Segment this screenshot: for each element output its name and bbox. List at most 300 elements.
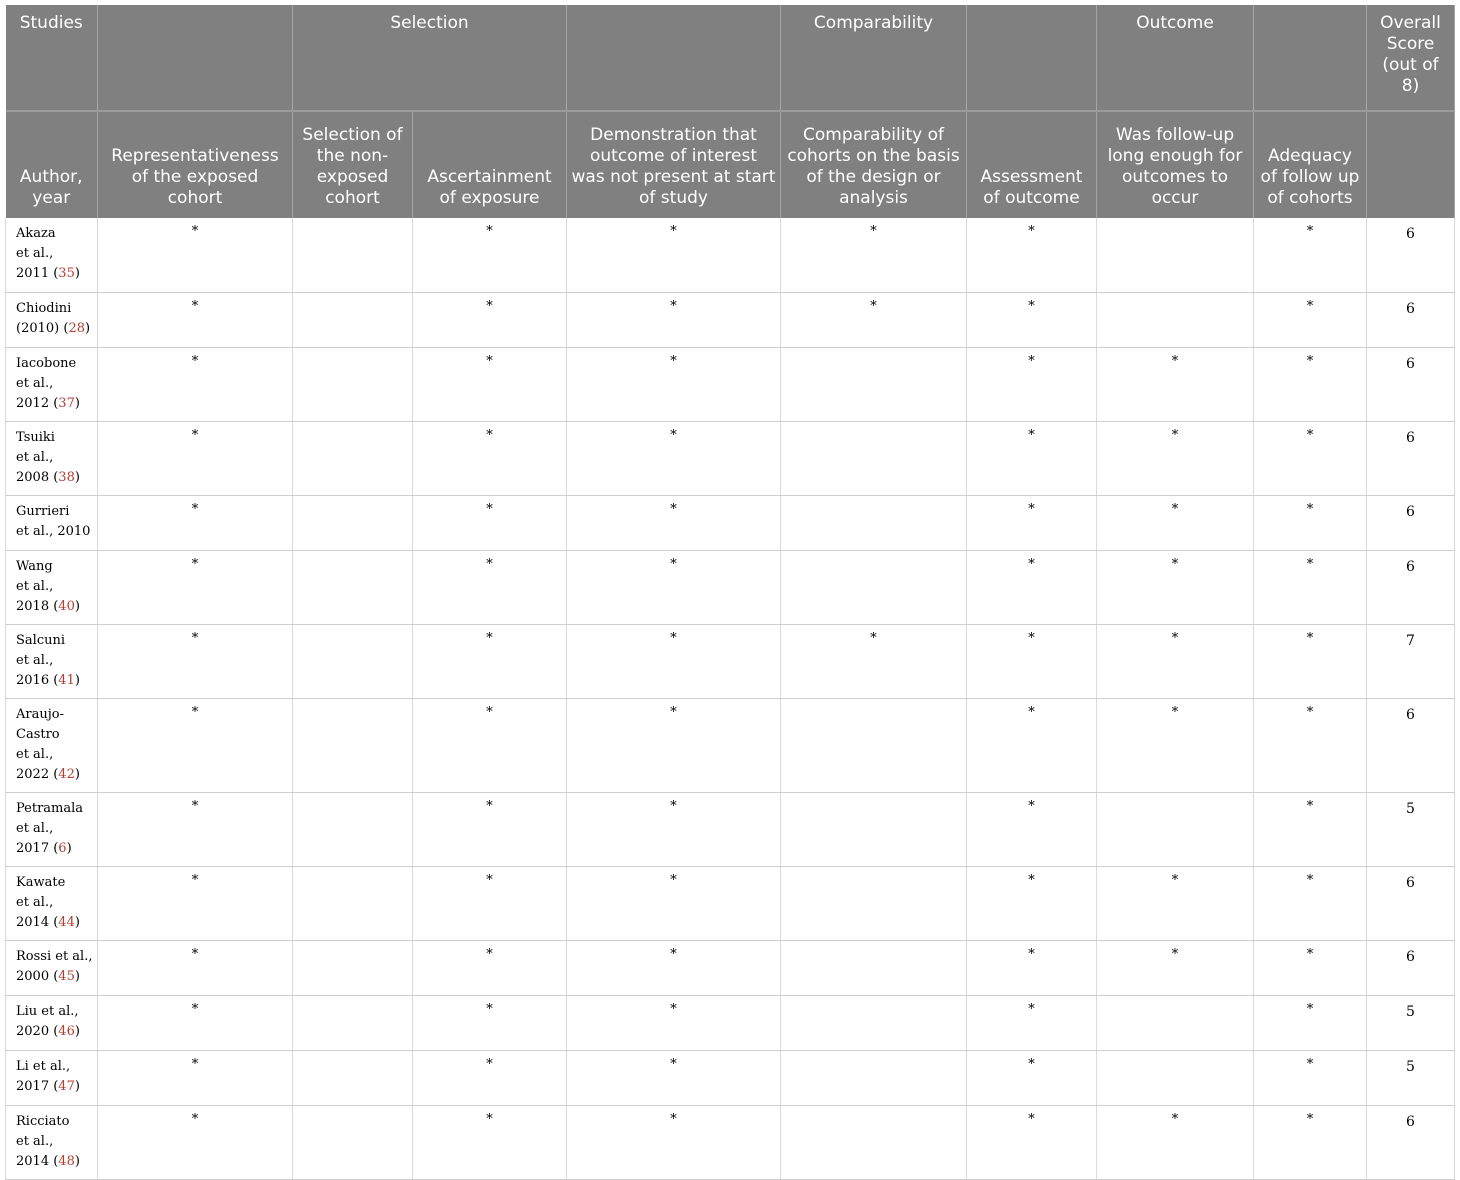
study-text: ): [74, 672, 80, 688]
criterion-cell: [98, 792, 293, 866]
criterion-cell: [1097, 1050, 1254, 1105]
study-text: Li et al.,: [16, 1058, 71, 1074]
star-mark: *: [670, 427, 677, 443]
overall-score-cell: 7: [1367, 624, 1455, 698]
study-text: ): [74, 266, 80, 281]
criterion-cell: [967, 292, 1097, 347]
study-cell: [6, 495, 98, 550]
reference-link[interactable]: 35: [58, 266, 75, 281]
study-text: Chiodini: [16, 300, 72, 316]
criterion-cell: [293, 218, 413, 292]
table-row: [6, 292, 1455, 347]
star-mark: *: [670, 946, 677, 962]
star-mark: *: [670, 353, 677, 369]
study-text: ): [74, 914, 80, 930]
criterion-cell: [98, 698, 293, 792]
study-text: Salcuni: [16, 632, 65, 648]
study-text: et al.,: [16, 578, 54, 594]
study-text: ): [84, 320, 91, 336]
criterion-cell: [967, 995, 1097, 1050]
header-score-blank: [1367, 111, 1455, 218]
star-mark: *: [486, 1111, 493, 1127]
star-mark: *: [1028, 704, 1035, 720]
criterion-cell: [567, 421, 781, 495]
study-cell: [6, 421, 98, 495]
study-text: 2000 (: [16, 968, 59, 984]
criterion-cell: [413, 866, 567, 940]
study-text: (2010) (: [16, 320, 69, 336]
criterion-cell: [98, 940, 293, 995]
table-row: [6, 421, 1455, 495]
star-mark: *: [1028, 224, 1035, 239]
criterion-cell: [1097, 347, 1254, 421]
star-mark: *: [670, 1056, 677, 1072]
table-row: [6, 550, 1455, 624]
criterion-cell: [413, 624, 567, 698]
criterion-cell: [567, 292, 781, 347]
criterion-cell: [293, 940, 413, 995]
criterion-cell: [967, 940, 1097, 995]
header-overall-score: Overall Score (out of 8): [1367, 5, 1455, 111]
study-text: ): [74, 968, 80, 984]
star-mark: *: [1028, 353, 1035, 369]
study-cell: [6, 347, 98, 421]
criterion-cell: [1254, 292, 1367, 347]
header-outcome: Outcome: [1097, 5, 1254, 111]
study-text: 2014 (: [16, 1153, 59, 1169]
study-cell: [6, 995, 98, 1050]
criterion-cell: [781, 866, 967, 940]
criterion-cell: [781, 495, 967, 550]
star-mark: *: [670, 798, 677, 814]
criterion-cell: [781, 792, 967, 866]
star-mark: *: [191, 224, 199, 239]
study-text: 2014 (: [16, 914, 59, 930]
star-mark: *: [1306, 427, 1314, 443]
star-mark: *: [1028, 427, 1035, 443]
star-mark: *: [191, 427, 199, 443]
criterion-cell: [1097, 792, 1254, 866]
reference-link[interactable]: 37: [58, 395, 75, 411]
star-mark: *: [670, 224, 677, 239]
criterion-cell: [413, 1050, 567, 1105]
criterion-cell: [1254, 698, 1367, 792]
study-cell: [6, 866, 98, 940]
star-mark: *: [486, 872, 493, 888]
study-text: 2017 (: [16, 840, 59, 856]
header-blank: [967, 5, 1097, 111]
star-mark: *: [486, 298, 493, 314]
criterion-cell: [967, 1050, 1097, 1105]
reference-link[interactable]: 47: [58, 1078, 75, 1094]
study-text: 2017 (: [16, 1078, 59, 1094]
star-mark: *: [191, 946, 199, 962]
overall-score-cell: 5: [1367, 1050, 1455, 1105]
criterion-cell: [1097, 495, 1254, 550]
criterion-cell: [967, 550, 1097, 624]
criterion-cell: [967, 792, 1097, 866]
criterion-cell: [293, 292, 413, 347]
star-mark: *: [1171, 1111, 1179, 1127]
star-mark: *: [1028, 556, 1035, 572]
criterion-cell: [98, 292, 293, 347]
reference-link[interactable]: 46: [58, 1023, 75, 1039]
study-text: Gurrieri: [16, 503, 70, 519]
overall-score-cell: 6: [1367, 698, 1455, 792]
criterion-cell: [293, 495, 413, 550]
header-selection-non-exposed: Selection of the non-exposed cohort: [293, 111, 413, 218]
study-cell: [6, 292, 98, 347]
star-mark: *: [191, 1111, 199, 1127]
criterion-cell: [293, 550, 413, 624]
criterion-cell: [293, 995, 413, 1050]
overall-score-cell: 6: [1367, 421, 1455, 495]
criterion-cell: [413, 698, 567, 792]
criterion-cell: [293, 421, 413, 495]
criterion-cell: [1254, 421, 1367, 495]
header-demonstration: Demonstration that outcome of interest was not present at start of study: [567, 111, 781, 218]
star-mark: *: [486, 556, 493, 572]
criterion-cell: [1097, 940, 1254, 995]
study-text: et al.,: [16, 746, 54, 762]
star-mark: *: [1171, 630, 1179, 646]
star-mark: *: [670, 298, 677, 314]
reference-link[interactable]: 42: [58, 766, 75, 782]
criterion-cell: [567, 792, 781, 866]
criterion-cell: [293, 1050, 413, 1105]
star-mark: *: [486, 427, 493, 443]
criterion-cell: [567, 347, 781, 421]
criterion-cell: [1254, 495, 1367, 550]
star-mark: *: [486, 224, 493, 239]
table-row: [6, 698, 1455, 792]
table-body: [6, 218, 1455, 1179]
star-mark: *: [670, 556, 677, 572]
study-text: ): [74, 469, 80, 485]
study-text: Akaza: [16, 226, 56, 241]
star-mark: *: [1171, 353, 1179, 369]
header-assessment-outcome: Assessment of outcome: [967, 111, 1097, 218]
table-row: [6, 495, 1455, 550]
star-mark: *: [1171, 501, 1179, 517]
criterion-cell: [1254, 940, 1367, 995]
study-cell: [6, 1050, 98, 1105]
study-cell: [6, 218, 98, 292]
criterion-cell: [567, 218, 781, 292]
header-follow-up-adequacy: Adequacy of follow up of cohorts: [1254, 111, 1367, 218]
overall-score-cell: 6: [1367, 495, 1455, 550]
criterion-cell: [413, 292, 567, 347]
criterion-cell: [98, 421, 293, 495]
study-cell: [6, 792, 98, 866]
star-mark: *: [486, 501, 493, 517]
star-mark: *: [1028, 798, 1035, 814]
overall-score-cell: 6: [1367, 218, 1455, 292]
header-row-groups: [6, 5, 1455, 111]
star-mark: *: [1171, 946, 1179, 962]
criterion-cell: [781, 624, 967, 698]
star-mark: *: [191, 353, 199, 369]
criterion-cell: [567, 698, 781, 792]
criterion-cell: [1097, 292, 1254, 347]
overall-score-cell: 6: [1367, 292, 1455, 347]
reference-link[interactable]: 48: [58, 1153, 75, 1169]
criterion-cell: [413, 495, 567, 550]
star-mark: *: [191, 798, 199, 814]
study-text: 2012 (: [16, 395, 59, 411]
criterion-cell: [413, 218, 567, 292]
study-cell: [6, 624, 98, 698]
criterion-cell: [781, 1050, 967, 1105]
criterion-cell: [967, 866, 1097, 940]
criterion-cell: [98, 1050, 293, 1105]
criterion-cell: [413, 940, 567, 995]
study-text: ): [66, 840, 72, 856]
study-text: et al., 2010: [16, 523, 91, 539]
overall-score-cell: 5: [1367, 995, 1455, 1050]
star-mark: *: [1028, 946, 1035, 962]
header-comparability: Comparability: [781, 5, 967, 111]
study-text: et al.,: [16, 449, 54, 465]
criterion-cell: [967, 624, 1097, 698]
overall-score-cell: 6: [1367, 1105, 1455, 1179]
study-text: 2016 (: [16, 672, 59, 688]
study-text: 2011 (: [16, 266, 59, 281]
study-cell: [6, 550, 98, 624]
star-mark: *: [1028, 298, 1035, 314]
star-mark: *: [486, 353, 493, 369]
study-text: Petramala: [16, 800, 84, 816]
criterion-cell: [98, 218, 293, 292]
study-cell: [6, 940, 98, 995]
study-text: ): [74, 395, 80, 411]
criterion-cell: [98, 347, 293, 421]
star-mark: *: [1306, 946, 1314, 962]
criterion-cell: [293, 866, 413, 940]
criterion-cell: [567, 624, 781, 698]
study-text: et al.,: [16, 1133, 54, 1149]
study-text: Castro: [16, 726, 60, 742]
star-mark: *: [1306, 1056, 1314, 1072]
criterion-cell: [293, 347, 413, 421]
study-text: et al.,: [16, 246, 54, 261]
header-blank: [567, 5, 781, 111]
star-mark: *: [191, 872, 199, 888]
study-text: et al.,: [16, 652, 54, 668]
study-text: et al.,: [16, 375, 54, 391]
criterion-cell: [1097, 421, 1254, 495]
criterion-cell: [967, 421, 1097, 495]
reference-link[interactable]: 44: [58, 914, 75, 930]
criterion-cell: [98, 550, 293, 624]
criterion-cell: [781, 940, 967, 995]
header-blank: [1254, 5, 1367, 111]
star-mark: *: [486, 946, 493, 962]
star-mark: *: [1306, 353, 1314, 369]
header-comparability-cohorts: Comparability of cohorts on the basis of the design or analysis: [781, 111, 967, 218]
star-mark: *: [191, 501, 199, 517]
criterion-cell: [293, 698, 413, 792]
table-row: [6, 940, 1455, 995]
criterion-cell: [567, 995, 781, 1050]
criterion-cell: [413, 792, 567, 866]
table-row: [6, 792, 1455, 866]
reference-link[interactable]: 38: [58, 469, 75, 485]
star-mark: *: [486, 798, 493, 814]
criterion-cell: [1254, 347, 1367, 421]
star-mark: *: [191, 556, 199, 572]
star-mark: *: [1306, 872, 1314, 888]
overall-score-cell: 6: [1367, 550, 1455, 624]
table-row: [6, 347, 1455, 421]
criterion-cell: [413, 995, 567, 1050]
criterion-cell: [1254, 218, 1367, 292]
criterion-cell: [967, 495, 1097, 550]
study-text: Wang: [16, 558, 53, 574]
study-text: et al.,: [16, 820, 54, 836]
table-row: [6, 866, 1455, 940]
table-row: [6, 995, 1455, 1050]
study-text: 2008 (: [16, 469, 59, 485]
study-text: Ricciato: [16, 1113, 70, 1129]
star-mark: *: [670, 501, 677, 517]
overall-score-cell: 6: [1367, 347, 1455, 421]
criterion-cell: [781, 698, 967, 792]
header-blank: [98, 5, 293, 111]
study-text: Tsuiki: [16, 429, 55, 445]
study-text: ): [74, 1078, 80, 1094]
reference-link[interactable]: 45: [58, 968, 75, 984]
star-mark: *: [1306, 798, 1314, 814]
reference-link[interactable]: 41: [58, 672, 75, 688]
star-mark: *: [191, 1001, 199, 1017]
study-text: Rossi et al.,: [16, 948, 93, 964]
criterion-cell: [967, 347, 1097, 421]
criterion-cell: [1097, 624, 1254, 698]
reference-link[interactable]: 28: [68, 320, 85, 336]
criterion-cell: [781, 995, 967, 1050]
star-mark: *: [1306, 298, 1314, 314]
criterion-cell: [293, 624, 413, 698]
star-mark: *: [1171, 556, 1179, 572]
criterion-cell: [1254, 866, 1367, 940]
criterion-cell: [413, 550, 567, 624]
criterion-cell: [1097, 550, 1254, 624]
star-mark: *: [670, 1001, 677, 1017]
criterion-cell: [1097, 218, 1254, 292]
criterion-cell: [567, 1050, 781, 1105]
criterion-cell: [1097, 698, 1254, 792]
star-mark: *: [1028, 630, 1035, 646]
criterion-cell: [1097, 866, 1254, 940]
criterion-cell: [413, 421, 567, 495]
criterion-cell: [98, 866, 293, 940]
star-mark: *: [1306, 1001, 1314, 1017]
star-mark: *: [486, 704, 493, 720]
study-text: ): [74, 598, 80, 614]
criterion-cell: [781, 550, 967, 624]
criterion-cell: [567, 866, 781, 940]
header-representativeness: Representativeness of the exposed cohort: [98, 111, 293, 218]
star-mark: *: [1028, 1056, 1035, 1072]
study-text: Liu et al.,: [16, 1003, 79, 1019]
study-text: ): [74, 1023, 80, 1039]
header-ascertainment: Ascertainment of exposure: [413, 111, 567, 218]
criterion-cell: [567, 550, 781, 624]
table-row: [6, 1050, 1455, 1105]
criterion-cell: [781, 421, 967, 495]
quality-assessment-table: [5, 5, 1455, 1180]
criterion-cell: [781, 218, 967, 292]
star-mark: *: [486, 1056, 493, 1072]
reference-link[interactable]: 40: [58, 598, 75, 614]
star-mark: *: [191, 298, 199, 314]
criterion-cell: [1254, 1050, 1367, 1105]
criterion-cell: [98, 995, 293, 1050]
overall-score-cell: 5: [1367, 792, 1455, 866]
table-row: [6, 218, 1455, 292]
criterion-cell: [1097, 995, 1254, 1050]
study-text: ): [74, 766, 80, 782]
criterion-cell: [1254, 995, 1367, 1050]
criterion-cell: [967, 218, 1097, 292]
star-mark: *: [191, 630, 199, 646]
star-mark: *: [1028, 1111, 1035, 1127]
study-text: Iacobone: [16, 355, 77, 371]
star-mark: *: [670, 704, 677, 720]
star-mark: *: [1306, 556, 1314, 572]
header-author-year: Author, year: [6, 111, 98, 218]
study-text: Kawate: [16, 874, 66, 890]
header-studies: Studies: [6, 5, 98, 111]
reference-link[interactable]: 6: [58, 840, 67, 856]
star-mark: *: [670, 872, 677, 888]
star-mark: *: [1028, 501, 1035, 517]
star-mark: *: [486, 630, 493, 646]
header-row-criteria: [6, 111, 1455, 218]
criterion-cell: [567, 940, 781, 995]
star-mark: *: [191, 1056, 199, 1072]
criterion-cell: [413, 347, 567, 421]
study-text: et al.,: [16, 894, 54, 910]
criterion-cell: [1254, 550, 1367, 624]
star-mark: *: [1171, 704, 1179, 720]
study-text: 2022 (: [16, 766, 59, 782]
star-mark: *: [1171, 427, 1179, 443]
star-mark: *: [1306, 501, 1314, 517]
star-mark: *: [1028, 872, 1035, 888]
star-mark: *: [670, 630, 677, 646]
star-mark: *: [1306, 1111, 1314, 1127]
criterion-cell: [98, 495, 293, 550]
criterion-cell: [98, 624, 293, 698]
study-text: ): [74, 1153, 80, 1169]
star-mark: *: [870, 224, 877, 239]
quality-assessment-table-container: [5, 5, 1454, 1180]
star-mark: *: [1306, 224, 1314, 239]
star-mark: *: [870, 298, 877, 314]
criterion-cell: [567, 495, 781, 550]
criterion-cell: [781, 292, 967, 347]
header-follow-up-length: Was follow-up long enough for outcomes to occur: [1097, 111, 1254, 218]
criterion-cell: [781, 347, 967, 421]
header-selection: Selection: [293, 5, 567, 111]
study-text: 2018 (: [16, 598, 59, 614]
star-mark: *: [1306, 630, 1314, 646]
criterion-cell: [1254, 792, 1367, 866]
star-mark: *: [1028, 1001, 1035, 1017]
star-mark: *: [870, 630, 877, 646]
